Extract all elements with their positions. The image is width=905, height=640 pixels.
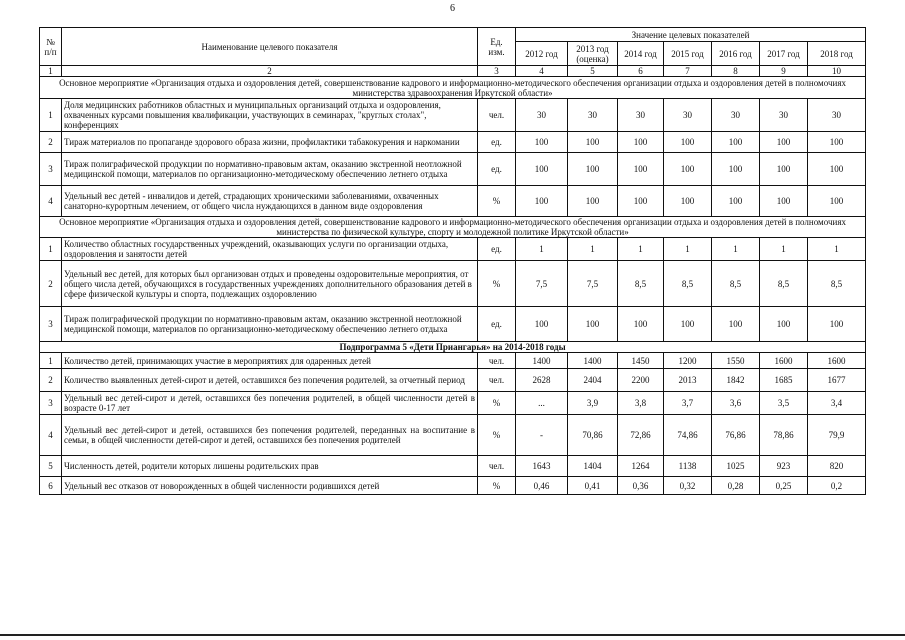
header-year: 2018 год [808, 42, 866, 66]
indicator-value: 0,25 [760, 477, 808, 495]
indicator-value: 100 [760, 132, 808, 153]
indicator-value: 100 [664, 153, 712, 186]
indicator-value: 0,2 [808, 477, 866, 495]
header-values-title: Значение целевых показателей [516, 28, 866, 42]
header-year: 2012 год [516, 42, 568, 66]
table-row [40, 186, 866, 217]
indicator-value: 3,5 [760, 392, 808, 415]
indicator-name: Численность детей, родители которых лишены родительских прав [62, 456, 478, 477]
indicator-value: 2200 [618, 369, 664, 392]
indicator-value: 100 [808, 153, 866, 186]
row-number: 2 [40, 132, 62, 153]
header-column-number: 10 [808, 66, 866, 77]
header-column-number: 6 [618, 66, 664, 77]
header-year: 2016 год [712, 42, 760, 66]
indicator-value: 100 [618, 307, 664, 342]
table-header [40, 28, 866, 77]
indicator-name: Тираж материалов по пропаганде здорового образа жизни, профилактики табакокурения и наркомании [62, 132, 478, 153]
section-title: Основное мероприятие «Организация отдыха и оздоровления детей, совершенствование кадрового и информационно-методического обеспечения организации отдыха и оздоровления детей в полномочиях министерства здравоохранения Иркутской области» [40, 77, 866, 99]
table-row [40, 477, 866, 495]
indicator-name: Удельный вес детей, для которых был организован отдых и проведены оздоровительные мероприятия, от общего числа детей, обучающихся в государственных учреждениях дополнительного образования детей в сфере физической культуры и спорта, подлежащих оздоровлению [62, 261, 478, 307]
header-column-number: 9 [760, 66, 808, 77]
indicator-unit: чел. [478, 99, 516, 132]
indicator-value: 100 [808, 307, 866, 342]
indicator-value: 1600 [760, 353, 808, 369]
indicator-value: 79,9 [808, 415, 866, 456]
indicator-value: 3,8 [618, 392, 664, 415]
indicator-value: 8,5 [808, 261, 866, 307]
indicator-value: 3,6 [712, 392, 760, 415]
indicator-value: 0,41 [568, 477, 618, 495]
indicator-value: 1 [516, 238, 568, 261]
section-row [40, 217, 866, 238]
indicator-value: 2013 [664, 369, 712, 392]
indicator-name: Удельный вес детей-сирот и детей, оставшихся без попечения родителей, переданных на воспитание в семьи, в общей численности детей-сирот и детей, оставшихся без попечения родителей [62, 415, 478, 456]
indicator-name: Тираж полиграфической продукции по нормативно-правовым актам, оказанию экстренной неотложной медицинской помощи, материалов по организационно-методическому обеспечению летнего отдыха [62, 153, 478, 186]
indicator-unit: ед. [478, 153, 516, 186]
indicator-name: Тираж полиграфической продукции по нормативно-правовым актам, оказанию экстренной неотложной медицинской помощи, материалов по организационно-методическому обеспечению летнего отдыха [62, 307, 478, 342]
indicator-value: 7,5 [516, 261, 568, 307]
indicator-unit: ед. [478, 307, 516, 342]
indicator-value: 1600 [808, 353, 866, 369]
indicator-value: 1 [712, 238, 760, 261]
header-column-number: 4 [516, 66, 568, 77]
indicator-value: 100 [664, 186, 712, 217]
table-row [40, 415, 866, 456]
table-body [40, 77, 866, 495]
row-number: 3 [40, 153, 62, 186]
indicator-name: Удельный вес детей-сирот и детей, оставшихся без попечения родителей, в общей численности детей в возрасте 0-17 лет [62, 392, 478, 415]
indicator-value: 78,86 [760, 415, 808, 456]
indicator-unit: чел. [478, 353, 516, 369]
indicator-value: 3,7 [664, 392, 712, 415]
indicator-value: - [516, 415, 568, 456]
indicator-value: 100 [712, 307, 760, 342]
row-number: 1 [40, 238, 62, 261]
indicator-value: 100 [664, 132, 712, 153]
indicator-name: Количество выявленных детей-сирот и детей, оставшихся без попечения родителей, за отчетный период [62, 369, 478, 392]
table-row [40, 261, 866, 307]
section-row [40, 77, 866, 99]
indicator-value: 0,46 [516, 477, 568, 495]
indicator-value: 1 [664, 238, 712, 261]
indicator-value: 2628 [516, 369, 568, 392]
header-column-number: 2 [62, 66, 478, 77]
indicator-value: 8,5 [712, 261, 760, 307]
indicator-unit: % [478, 186, 516, 217]
header-column-number: 5 [568, 66, 618, 77]
header-column-number: 3 [478, 66, 516, 77]
row-number: 4 [40, 415, 62, 456]
indicator-value: 100 [568, 186, 618, 217]
indicator-value: 100 [618, 153, 664, 186]
indicator-value: 100 [516, 186, 568, 217]
indicator-value: 100 [516, 307, 568, 342]
indicator-value: 1 [808, 238, 866, 261]
row-number: 6 [40, 477, 62, 495]
indicator-value: 1264 [618, 456, 664, 477]
indicator-value: 1404 [568, 456, 618, 477]
indicator-value: 1025 [712, 456, 760, 477]
indicator-name: Количество детей, принимающих участие в мероприятиях для одаренных детей [62, 353, 478, 369]
table-row [40, 99, 866, 132]
indicator-value: 0,36 [618, 477, 664, 495]
indicator-value: 100 [760, 307, 808, 342]
indicator-value: 30 [712, 99, 760, 132]
indicator-value: 1685 [760, 369, 808, 392]
indicator-value: 1 [760, 238, 808, 261]
indicator-value: 30 [808, 99, 866, 132]
indicator-value: 1400 [568, 353, 618, 369]
indicator-value: 76,86 [712, 415, 760, 456]
indicator-value: 72,86 [618, 415, 664, 456]
indicator-value: 1 [568, 238, 618, 261]
indicator-value: 30 [568, 99, 618, 132]
indicator-value: 8,5 [664, 261, 712, 307]
indicator-value: 0,32 [664, 477, 712, 495]
indicator-value: 3,9 [568, 392, 618, 415]
indicator-unit: чел. [478, 369, 516, 392]
indicator-name: Доля медицинских работников областных и муниципальных организаций отдыха и оздоровления, охваченных курсами повышения квалификации, участвующих в семинарах, "круглых столах", конференциях [62, 99, 478, 132]
row-number: 3 [40, 307, 62, 342]
page-number: 6 [450, 3, 455, 14]
row-number: 2 [40, 261, 62, 307]
header-year: 2013 год (оценка) [568, 42, 618, 66]
indicator-value: 74,86 [664, 415, 712, 456]
row-number: 5 [40, 456, 62, 477]
indicator-value: 100 [618, 186, 664, 217]
indicator-value: 1643 [516, 456, 568, 477]
page-bottom-edge [0, 634, 905, 636]
section-title: Подпрограмма 5 «Дети Приангарья» на 2014-2018 годы [40, 342, 866, 353]
indicator-value: 8,5 [618, 261, 664, 307]
indicator-value: 100 [808, 186, 866, 217]
indicator-value: 100 [808, 132, 866, 153]
indicator-value: 100 [516, 132, 568, 153]
indicator-value: 820 [808, 456, 866, 477]
header-column-number: 7 [664, 66, 712, 77]
header-num: № п/п [40, 28, 62, 66]
row-number: 1 [40, 353, 62, 369]
table-row [40, 238, 866, 261]
row-number: 1 [40, 99, 62, 132]
table-row [40, 307, 866, 342]
indicator-value: 30 [516, 99, 568, 132]
indicator-value: 100 [760, 186, 808, 217]
header-column-number: 1 [40, 66, 62, 77]
indicator-value: 70,86 [568, 415, 618, 456]
header-name: Наименование целевого показателя [62, 28, 478, 66]
indicator-value: 1138 [664, 456, 712, 477]
indicator-unit: чел. [478, 456, 516, 477]
indicator-value: 100 [568, 153, 618, 186]
header-year: 2015 год [664, 42, 712, 66]
table-row [40, 456, 866, 477]
header-year: 2017 год [760, 42, 808, 66]
table-row [40, 369, 866, 392]
indicator-value: 1677 [808, 369, 866, 392]
indicator-value: 0,28 [712, 477, 760, 495]
table-row [40, 153, 866, 186]
indicator-name: Удельный вес детей - инвалидов и детей, страдающих хроническими заболеваниями, охваченных санаторно-курортным лечением, от общего числа нуждающихся в данном виде оздоровления [62, 186, 478, 217]
indicator-value: 8,5 [760, 261, 808, 307]
indicator-value: 100 [568, 132, 618, 153]
indicator-value: 30 [618, 99, 664, 132]
indicator-value: 100 [712, 186, 760, 217]
indicator-value: 1550 [712, 353, 760, 369]
indicator-name: Удельный вес отказов от новорожденных в общей численности родившихся детей [62, 477, 478, 495]
indicator-value: 923 [760, 456, 808, 477]
section-title: Основное мероприятие «Организация отдыха и оздоровления детей, совершенствование кадрового и информационно-методического обеспечения организации отдыха и оздоровления детей в полномочиях министерства по физической культуре, спорту и молодежной политике Иркутской области» [40, 217, 866, 238]
indicator-unit: ед. [478, 132, 516, 153]
indicator-value: 100 [618, 132, 664, 153]
indicator-value: 1200 [664, 353, 712, 369]
table-row [40, 353, 866, 369]
indicator-value: 1842 [712, 369, 760, 392]
header-year: 2014 год [618, 42, 664, 66]
indicator-value: 2404 [568, 369, 618, 392]
row-number: 4 [40, 186, 62, 217]
indicator-value: 3,4 [808, 392, 866, 415]
indicator-value: 30 [760, 99, 808, 132]
table-row [40, 392, 866, 415]
indicator-unit: % [478, 477, 516, 495]
indicator-value: 1450 [618, 353, 664, 369]
indicator-value: 100 [760, 153, 808, 186]
table-row [40, 132, 866, 153]
row-number: 2 [40, 369, 62, 392]
indicator-unit: % [478, 415, 516, 456]
indicator-value: 100 [712, 153, 760, 186]
indicator-unit: ед. [478, 238, 516, 261]
header-unit: Ед. изм. [478, 28, 516, 66]
target-indicators-table [39, 27, 866, 495]
indicator-value: 1400 [516, 353, 568, 369]
row-number: 3 [40, 392, 62, 415]
indicator-value: 7,5 [568, 261, 618, 307]
indicator-value: ... [516, 392, 568, 415]
indicator-value: 100 [568, 307, 618, 342]
section-row [40, 342, 866, 353]
indicator-value: 100 [516, 153, 568, 186]
indicator-value: 30 [664, 99, 712, 132]
header-column-number: 8 [712, 66, 760, 77]
indicator-value: 100 [712, 132, 760, 153]
indicator-unit: % [478, 392, 516, 415]
indicator-name: Количество областных государственных учреждений, оказывающих услуги по организации отдыха, оздоровления и занятости детей [62, 238, 478, 261]
indicator-unit: % [478, 261, 516, 307]
indicator-value: 100 [664, 307, 712, 342]
indicator-value: 1 [618, 238, 664, 261]
